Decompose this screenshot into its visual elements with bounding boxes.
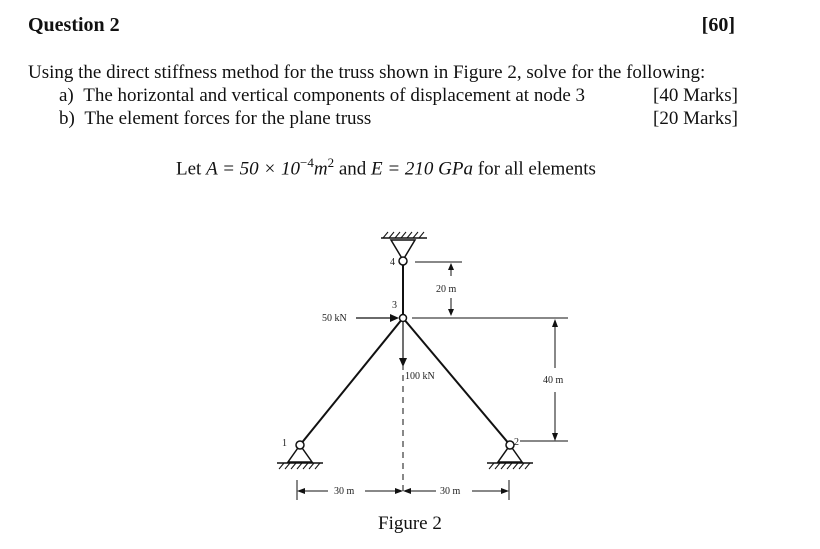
- given-prefix: Let: [176, 158, 207, 180]
- vertical-load-arrow: [399, 322, 407, 367]
- dimension-20m-label: 20 m: [436, 284, 457, 295]
- part-a-marks: [40 Marks]: [653, 85, 738, 106]
- dimension-30m-right-label: 30 m: [440, 486, 461, 497]
- top-pin-support: [381, 232, 427, 265]
- dimension-30m-left-label: 30 m: [334, 486, 355, 497]
- part-b-label: b): [59, 108, 75, 129]
- given-connector: and: [334, 158, 371, 180]
- node-4-joint: [399, 257, 407, 265]
- part-b-text: The element forces for the plane truss: [84, 108, 372, 129]
- given-area: A = 50 × 10: [206, 158, 300, 180]
- node-2-label: 2: [514, 437, 519, 448]
- figure-caption: Figure 2: [378, 513, 442, 534]
- given-area-unit: m: [313, 158, 328, 180]
- given-modulus: E = 210 GPa: [371, 158, 474, 180]
- given-area-exponent: −4: [299, 155, 314, 170]
- horizontal-load-label: 50 kN: [322, 313, 347, 324]
- node-4-label: 4: [390, 257, 395, 268]
- node-2-joint: [506, 441, 514, 449]
- part-b-marks: [20 Marks]: [653, 108, 738, 129]
- part-a-text: The horizontal and vertical components of displacement at node 3: [83, 85, 586, 106]
- node-3-joint: [400, 315, 407, 322]
- part-a-label: a): [59, 85, 74, 106]
- vertical-load-label: 100 kN: [405, 371, 435, 382]
- question-intro: Using the direct stiffness method for the truss shown in Figure 2, solve for the following:: [28, 62, 706, 83]
- right-pin-support: [487, 441, 533, 469]
- given-suffix: for all elements: [473, 158, 596, 180]
- question-total-marks: [60]: [701, 14, 735, 36]
- horizontal-load-arrow: [356, 314, 399, 322]
- node-1-label: 1: [282, 438, 287, 449]
- dimension-40m-label: 40 m: [543, 375, 564, 386]
- node-3-label: 3: [392, 300, 397, 311]
- node-1-joint: [296, 441, 304, 449]
- given-area-unit-exponent: 2: [327, 155, 335, 170]
- question-title: Question 2: [28, 14, 120, 36]
- member-1-3: [300, 318, 403, 445]
